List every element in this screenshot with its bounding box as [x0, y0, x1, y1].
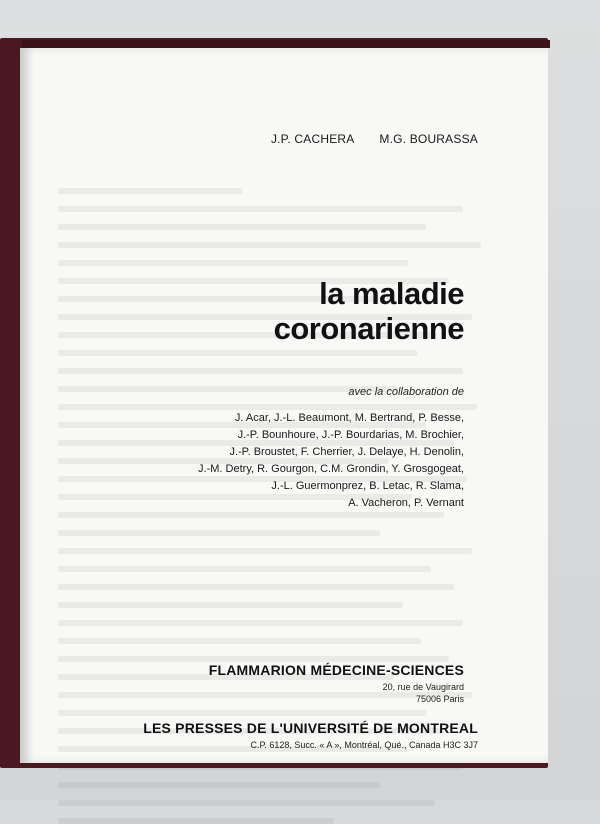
collaborators-line: A. Vacheron, P. Vernant [348, 497, 464, 509]
publisher-1-name: FLAMMARION MÉDECINE-SCIENCES [208, 662, 464, 678]
page-gutter-shadow [20, 48, 34, 763]
authors [249, 132, 478, 146]
book-title [274, 276, 464, 346]
collaborators-line: J.-P. Broustet, F. Cherrier, J. Delaye, H. Denolin, [229, 446, 464, 458]
collaborators-line: J.-M. Detry, R. Gourgon, C.M. Grondin, Y. Grosgogeat, [198, 463, 464, 475]
collaborators-line: J. Acar, J.-L. Beaumont, M. Bertrand, P. Besse, [234, 412, 464, 424]
book-cover-top [22, 40, 550, 48]
title-page [20, 48, 548, 763]
title-line-1: la maladie [319, 276, 464, 311]
author-2: M.G. BOURASSA [379, 132, 478, 146]
publisher-1-address-line-2: 75006 Paris [415, 694, 464, 704]
title-line-2: coronarienne [273, 311, 464, 346]
publisher-2-address: C.P. 6128, Succ. « A », Montréal, Qué., Canada H3C 3J7 [250, 740, 478, 750]
publisher-2-name: LES PRESSES DE L'UNIVERSITÉ DE MONTREAL [143, 720, 478, 736]
author-1: J.P. CACHERA [270, 132, 354, 146]
collaborators-list [198, 410, 464, 512]
collaborators-line: J.-L. Guermonprez, B. Letac, R. Slama, [271, 480, 464, 492]
collaborators-line: J.-P. Bounhoure, J.-P. Bourdarias, M. Brochier, [237, 429, 464, 441]
publisher-1-address-line-1: 20, rue de Vaugirard [382, 682, 464, 692]
collaboration-intro: avec la collaboration de [348, 386, 464, 398]
